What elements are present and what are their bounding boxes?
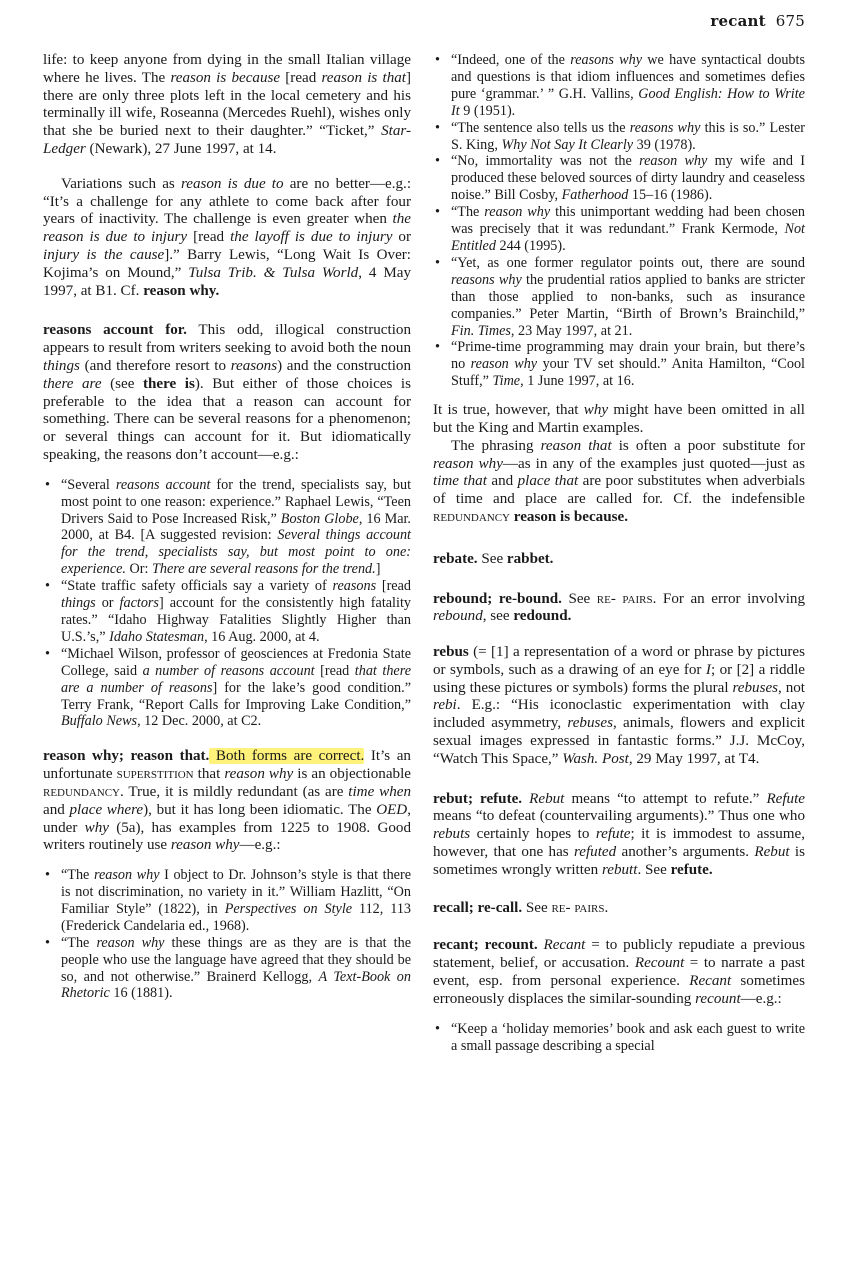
small-caps-ref: re- pairs — [596, 590, 653, 607]
text-run: It’s an unfortunate — [43, 748, 411, 783]
citation-list — [43, 477, 411, 731]
text-run: ) and the construction — [277, 357, 411, 374]
text-run: = to publicly repudiate a previous statement, belief, or accusation. — [433, 937, 805, 972]
citation-item — [433, 255, 805, 340]
citation-item — [43, 867, 411, 935]
text-run: “Indeed, one of the — [451, 52, 571, 68]
text-run: these things are as they are is that the people who use the language have agreed that they should be so, and not otherwise.” Brainerd Kellogg, — [61, 934, 411, 985]
text-run: we have syntactical doubts and questions is that idiom influences and sometimes defies pure ‘grammar.’ ” G.H. Vallins, — [451, 52, 805, 102]
italic-text: Fin. Times — [451, 322, 511, 339]
citation-item — [433, 153, 805, 204]
text-run: See — [522, 899, 552, 916]
text-run: (and therefore resort to — [79, 357, 231, 374]
italic-text: why — [583, 402, 609, 419]
italic-text: reasons why — [570, 52, 642, 68]
text-run: “The sentence also tells us the — [451, 119, 630, 136]
text-run: 244 (1995). — [495, 237, 566, 254]
italic-text: Idaho Statesman — [109, 628, 205, 645]
citation-item — [433, 204, 805, 255]
italic-text: reasons why — [451, 271, 522, 288]
text-run: is sometimes wrongly written — [433, 844, 805, 878]
italic-text: refute — [595, 826, 631, 843]
text-run: are no better—e.g.: “It’s a challenge for any athlete to come back after four years of inactivity. The challenge is even greater when — [43, 175, 412, 228]
italic-text: I — [705, 661, 711, 678]
italic-text: Buffalo News — [61, 713, 138, 730]
italic-text: the layoff is due to injury — [230, 229, 393, 246]
text-run: See — [561, 590, 597, 607]
text-run: Variations such as — [61, 175, 181, 192]
text-run: ; it is immodest to assume, however, that one has — [433, 826, 805, 861]
italic-text: Why Not Say It Clearly — [501, 136, 634, 153]
text-run: sometimes erroneously displaces the similar-sounding — [433, 973, 805, 1007]
italic-text: refuted — [573, 844, 617, 861]
text-run: (see — [101, 375, 143, 392]
text-run: is an objectionable — [293, 766, 411, 783]
entry-recall — [433, 900, 805, 918]
text-run: certainly hopes to — [470, 826, 596, 843]
entry-body — [433, 644, 805, 767]
left-column — [43, 52, 411, 1002]
running-head-word: recant — [710, 12, 766, 30]
italic-text: reason why — [433, 455, 503, 472]
text-run: (Newark), 27 June 1997, at 14. — [85, 140, 277, 157]
text-run: , 29 May 1997, at T4. — [628, 750, 760, 767]
text-run: another’s arguments. — [616, 844, 755, 861]
italic-text: Good English: How to Write It — [451, 85, 805, 119]
small-caps-ref: re- pairs — [551, 899, 605, 916]
cross-reference: reason is because. — [513, 508, 628, 525]
text-run: [read — [376, 578, 411, 595]
text-run: is often a poor substitute for — [611, 437, 805, 454]
text-run: , 12 Dec. 2000, at C2. — [137, 713, 262, 730]
text-run: for the trend, specialists say, but most point to one reason: experience.” Raphael Lewis, “Teen Drivers Said to Pose Increased Risk,” — [61, 476, 412, 527]
headword: rebut; refute. — [433, 790, 523, 807]
citation-item — [433, 52, 805, 120]
paragraph-true — [433, 402, 805, 438]
italic-text: a number of reasons account — [142, 662, 315, 679]
italic-text: things — [61, 595, 96, 612]
text-run: means “to defeat (countervailing arguments).” Thus one who — [433, 808, 805, 825]
italic-text: that there are a number of reasons — [61, 662, 412, 696]
text-run: [read — [187, 229, 231, 246]
right-column — [433, 52, 805, 1054]
italic-text: reason is because — [170, 69, 281, 86]
italic-text: Wash. Post — [562, 750, 629, 767]
text-run: —e.g.: — [740, 990, 782, 1007]
text-run: ). But either of those choices is preferable to the idea that a reason can account for something. There can be several reasons for a phenomenon; or several things can account for it. But idiomatically speaking, the reasons don’t account—e.g.: — [43, 375, 411, 463]
small-caps-ref: redundancy — [43, 783, 120, 800]
text-run: 39 (1978). — [633, 136, 696, 153]
text-run: this unimportant wedding had been chosen was precisely that it was redundant.” Frank Kermode, — [451, 204, 806, 238]
paragraph-phrasing — [433, 438, 805, 527]
entry-rebut — [433, 791, 805, 880]
text-run: ; or [2] a riddle using these pictures or symbols) forms the plural — [433, 661, 805, 696]
text-run: , not — [778, 679, 805, 696]
text-run: It is true, however, that — [433, 402, 584, 419]
text-run: , 16 Mar. 2000, at B4. [A suggested revision: — [61, 510, 411, 544]
italic-text: there are — [43, 375, 102, 392]
text-run: . True, it is mildly redundant (as are — [120, 783, 349, 800]
headword: recant; recount. — [433, 937, 538, 954]
text-run: “No, immortality was not the — [451, 153, 640, 170]
text-run: . — [604, 899, 609, 916]
text-run: —e.g.: — [239, 837, 281, 854]
text-run: This odd, illogical construction appears to result from writers seeking to avoid both the noun — [43, 322, 411, 357]
text-run: 16 (1881). — [109, 985, 173, 1002]
citation-item — [43, 646, 411, 731]
text-run: and — [486, 473, 518, 490]
italic-text: Refute — [766, 790, 805, 807]
italic-text: things — [43, 357, 80, 374]
entry-body — [478, 551, 554, 567]
italic-text: rebuses — [732, 679, 779, 696]
italic-text: recount — [695, 990, 741, 1007]
italic-text: rebuses — [567, 715, 613, 732]
text-run: (= [1] a representation of a word or phrase by pictures or symbols, such as a drawing of an eye for — [433, 644, 805, 678]
citation-item — [433, 120, 805, 154]
italic-text: place that — [517, 473, 579, 490]
headword: rebus — [433, 644, 469, 661]
italic-text: Rebut — [529, 790, 565, 807]
italic-text: reason why — [93, 867, 160, 884]
text-run: ), but it has long been idiomatic. The — [143, 801, 377, 818]
italic-text: rebutt — [601, 861, 638, 878]
text-run: . For an error involving — [652, 590, 805, 607]
text-run: —as in any of the examples just quoted—just as — [502, 455, 805, 472]
italic-text: reasons account — [115, 476, 211, 493]
headword: recall; re-call. — [433, 899, 523, 916]
text-run: 15–16 (1986). — [628, 187, 713, 204]
italic-text: Perspectives on Style — [224, 900, 353, 917]
text-run: or — [95, 595, 120, 612]
text-run: 112, 113 (Frederick Candelaria ed., 1968). — [61, 900, 412, 934]
italic-text: reason why — [470, 356, 538, 373]
citation-item — [43, 477, 411, 578]
text-run: [read — [280, 69, 322, 86]
text-run: 9 (1951). — [459, 102, 516, 119]
cross-reference: reason why. — [143, 282, 220, 299]
text-run: ] for the lake’s good condition.” Terry Frank, “Report Calls for Improving Lake Condition,” — [61, 679, 411, 713]
italic-text: reason why — [96, 934, 165, 951]
italic-text: reason why — [639, 153, 708, 170]
text-run: , 16 Aug. 2000, at 4. — [204, 628, 320, 645]
text-run: , see — [482, 608, 514, 625]
entry-reason-why — [43, 748, 411, 1002]
highlighted-text: Both forms are correct. — [209, 748, 365, 765]
italic-text: reasons — [332, 578, 377, 595]
headword: rebate. — [433, 550, 478, 567]
text-run: ] — [375, 561, 381, 578]
citation-list — [43, 867, 411, 1002]
text-run: I object to Dr. Johnson’s style is that there is not discrimination, no variety in it.” William Hazlitt, “On Familiar Style” (1822), in — [61, 867, 411, 917]
text-run: “The — [451, 204, 485, 221]
text-run: . E.g.: “His iconoclastic experimentation with clay included asymmetry, — [433, 697, 805, 732]
text-run: , under — [43, 801, 411, 836]
text-run: “Michael Wilson, professor of geosciences at Fredonia State College, said — [61, 645, 411, 679]
italic-text: rebound — [433, 608, 483, 625]
italic-text: Several things account for the trend, specialists say, but most point to one: experience. — [61, 527, 411, 578]
citation-item — [433, 1021, 805, 1055]
italic-text: why — [84, 819, 109, 836]
headword: reasons account for. — [43, 322, 187, 339]
text-run: “Prime-time programming may drain your brain, but there’s no — [451, 339, 805, 373]
text-run: (5a), has examples from 1225 to 1908. Good writers routinely use — [43, 819, 412, 854]
text-run: ].” Barry Lewis, “Long Wait Is Over: Kojima’s on Mound,” — [43, 246, 411, 281]
text-run: , 23 May 1997, at 21. — [510, 322, 633, 339]
italic-text: Boston Globe — [280, 510, 359, 527]
text-run: , animals, flowers and explicit sexual images expressed in fantastic forms.” J.J. McCoy, “Watch This Space,” — [433, 715, 805, 767]
entry-body — [43, 322, 411, 463]
paragraph-variations — [43, 176, 411, 301]
entry-reasons-account-for — [43, 322, 411, 730]
text-run: The phrasing — [451, 437, 541, 454]
italic-text: Time — [492, 373, 521, 390]
italic-text: reasons — [230, 357, 278, 374]
text-run: “Yet, as one former regulator points out, there are sound — [451, 254, 805, 271]
italic-text: Tulsa Trib. & Tulsa World — [188, 264, 359, 281]
italic-text: time that — [433, 473, 487, 490]
text-run: ] there are only three plots left in the local cemetery and his terminally ill wife, Roseanna (Mercedes Ruehl), wishes only that she be buried next to their daughter.” “Ticket,” — [43, 69, 412, 140]
italic-text: A Text-Book on Rhetoric — [61, 968, 411, 1002]
cross-reference: there is — [143, 375, 195, 392]
italic-text: reasons why — [629, 119, 701, 136]
italic-text: Recant — [689, 973, 732, 990]
text-run: this is so.” Lester S. King, — [451, 119, 805, 153]
text-run: , 1 June 1997, at 16. — [520, 373, 635, 390]
text-run: and — [43, 801, 70, 818]
italic-text: Not Entitled — [451, 221, 805, 254]
headword: reason why; reason that. — [43, 748, 210, 765]
text-run: “Keep a ‘holiday memories’ book and ask each guest to write a small passage describing a special — [451, 1020, 805, 1054]
italic-text: Recount — [634, 955, 685, 972]
text-run: “The — [61, 934, 97, 951]
citation-item — [43, 578, 411, 646]
page-number: 675 — [775, 12, 805, 30]
cross-reference: redound. — [513, 608, 572, 625]
text-run: [read — [314, 662, 355, 679]
text-run: “Several — [61, 476, 116, 493]
italic-text: rebuts — [433, 826, 471, 843]
text-run: . See — [637, 861, 671, 878]
text-run: means “to attempt to refute.” — [564, 790, 767, 807]
text-run: See — [477, 550, 507, 567]
citation-list — [433, 1021, 805, 1055]
italic-text: OED — [376, 801, 408, 818]
entry-body — [522, 900, 608, 916]
text-run: your TV set should.” Anita Hamilton, “Cool Stuff,” — [451, 356, 805, 390]
paragraph-life — [43, 52, 411, 159]
italic-text: rebi — [433, 697, 457, 714]
italic-text: reason why — [170, 837, 240, 854]
italic-text: reason why — [224, 766, 294, 783]
entry-rebus — [433, 644, 805, 769]
italic-text: Fatherhood — [561, 187, 629, 204]
citation-list — [433, 52, 805, 390]
italic-text: factors — [119, 595, 159, 612]
cross-reference: refute. — [670, 861, 713, 878]
italic-text: time when — [348, 783, 411, 800]
text-run: might have been omitted in all but the King and Martin examples. — [433, 402, 805, 436]
text-run: or — [392, 229, 412, 246]
text-run: life: to keep anyone from dying in the small Italian village where he lives. The — [43, 52, 411, 86]
italic-text: Star-Ledger — [43, 123, 411, 157]
italic-text: reason why — [484, 204, 551, 221]
text-run: , 4 May 1997, at B1. Cf. — [43, 264, 411, 299]
entry-rebound — [433, 591, 805, 627]
running-head — [710, 12, 805, 30]
entry-recant — [433, 937, 805, 1054]
italic-text: reason is that — [321, 69, 406, 86]
headword: rebound; re-bound. — [433, 590, 562, 607]
small-caps-ref: redundancy — [433, 508, 510, 525]
italic-text: Recant — [543, 937, 586, 954]
citation-item — [43, 935, 411, 1003]
italic-text: There are several reasons for the trend. — [152, 561, 376, 578]
italic-text: the reason is due to injury — [43, 211, 411, 246]
small-caps-ref: superstition — [116, 766, 194, 783]
italic-text: reason that — [540, 437, 612, 454]
text-run: my wife and I produced these beloved sources of dirty laundry and ceaseless noise.” Bill Cosby, — [451, 153, 805, 204]
entry-rebate — [433, 551, 805, 569]
text-run: = to narrate a past event, esp. from personal experience. — [433, 955, 806, 990]
italic-text: Rebut — [754, 844, 790, 861]
italic-text: reason is due to — [180, 175, 284, 192]
italic-text: place where — [69, 801, 144, 818]
citation-item — [433, 339, 805, 390]
text-run: the prudential ratios applied to banks are stricter than those applied to non-banks, such as insurance companies.” Peter Martin, “Birth of Brown’s Brainchild,” — [451, 271, 805, 322]
italic-text: injury is the cause — [43, 246, 165, 263]
text-run: that — [193, 766, 225, 783]
cross-reference: rabbet. — [506, 550, 554, 567]
text-run: “State traffic safety officials say a variety of — [61, 578, 333, 595]
text-run: Or: — [125, 561, 152, 578]
text-run: ] account for the consistently high fatality rates.” “Idaho Highway Fatalities Slightly Higher than U.S.’s,” — [61, 595, 411, 645]
text-run: are poor substitutes when adverbials of time and place are called for. Cf. the indefensible — [433, 473, 805, 508]
text-run: “The — [61, 867, 94, 884]
